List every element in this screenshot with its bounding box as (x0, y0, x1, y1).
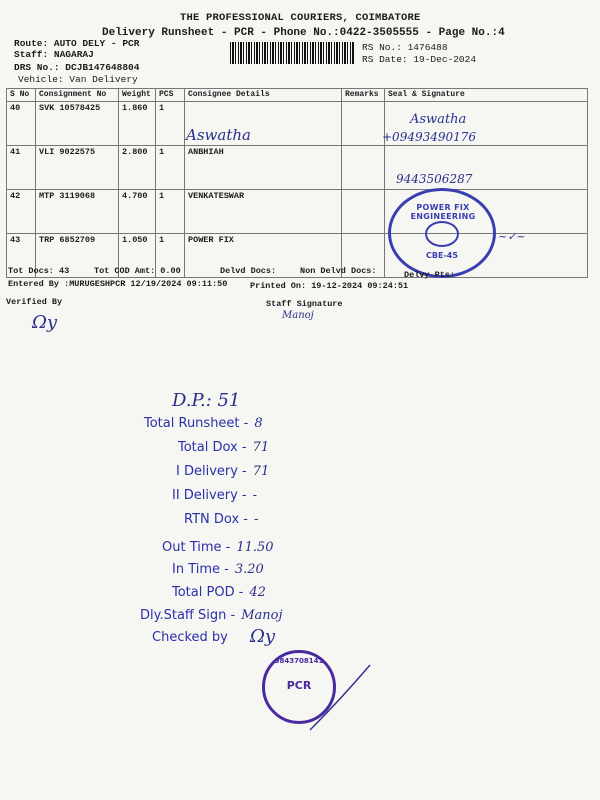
cell-sno: 41 (7, 146, 36, 190)
table-row (7, 102, 588, 146)
summary-in-time (172, 562, 264, 577)
summary-value: 42 (249, 585, 266, 600)
delvy-pts: Delvy Pts: (404, 270, 456, 280)
summary-value: - (253, 512, 259, 527)
cell-pcs: 1 (156, 190, 185, 234)
summary-value: 71 (252, 464, 270, 479)
col-consignee: Consignee Details (185, 89, 342, 102)
staff-label: Staff: NAGARAJ (14, 49, 94, 60)
rs-date-label: RS Date: 19-Dec-2024 (362, 54, 477, 65)
stamp-name: POWER FIX ENGINEERING (410, 203, 476, 221)
verified-by: Verified By (6, 297, 63, 307)
col-consignment: Consignment No (36, 89, 119, 102)
cell-pcs: 1 (156, 146, 185, 190)
cell-consignee: VENKATESWAR (185, 190, 342, 234)
staff-signature-scribble: Manoj (282, 310, 314, 321)
summary-dly-staff-sign (140, 608, 282, 623)
col-weight: Weight (119, 89, 156, 102)
tot-docs: Tot Docs: 43 (8, 266, 70, 276)
cell-weight: 4.700 (119, 190, 156, 234)
cell-consignment: TRP 6852709 (36, 234, 119, 278)
cell-pcs: 1 (156, 234, 185, 278)
table-row (7, 146, 588, 190)
tot-cod: Tot COD Amt: 0.00 (94, 266, 181, 276)
summary-total-pod (172, 585, 266, 600)
signature-stroke-icon (300, 660, 380, 740)
cell-remarks (342, 102, 385, 146)
summary-label: Out Time - (162, 540, 231, 555)
col-remarks: Remarks (342, 89, 385, 102)
summary-rtn-dox (184, 512, 258, 527)
printed-on: Printed On: 19-12-2024 09:24:51 (250, 281, 409, 291)
cell-consignee: POWER FIX (185, 234, 342, 278)
cell-weight: 1.050 (119, 234, 156, 278)
barcode (230, 42, 354, 64)
cell-sno: 43 (7, 234, 36, 278)
handwritten-consignee: Aswatha (186, 126, 251, 144)
table-row (7, 190, 588, 234)
col-sno: S No (7, 89, 36, 102)
summary-total-dox (178, 440, 269, 455)
summary-i-delivery (176, 464, 269, 479)
vehicle-label: Vehicle: Van Delivery (18, 74, 138, 85)
summary-label: Checked by (152, 630, 228, 645)
summary-label: Total Dox - (178, 440, 247, 455)
summary-value: Manoj (241, 608, 283, 623)
summary-label: RTN Dox - (184, 512, 248, 527)
runsheet-title: Delivery Runsheet - PCR - Phone No.:0422-3505555 - Page No.:4 (102, 27, 505, 39)
cell-sno: 40 (7, 102, 36, 146)
stamp-logo-icon (425, 221, 459, 247)
route-label: Route: AUTO DELY - PCR (14, 38, 140, 49)
summary-label: I Delivery - (176, 464, 247, 479)
checked-by-signature-scribble: Ωy (250, 626, 276, 647)
summary-checked-by (152, 630, 234, 645)
summary-value: 8 (254, 416, 263, 431)
handwritten-seal-name: Aswatha (410, 112, 467, 127)
cell-sno: 42 (7, 190, 36, 234)
company-title: THE PROFESSIONAL COURIERS, COIMBATORE (180, 12, 421, 24)
handwritten-phone-2: 9443506287 (396, 172, 473, 186)
non-delvd-docs: Non Delvd Docs: (300, 266, 377, 276)
rs-no-label: RS No.: 1476488 (362, 42, 448, 53)
cell-remarks (342, 146, 385, 190)
pcr-stamp-code: PCR (286, 679, 312, 692)
summary-total-runsheet (144, 416, 263, 431)
company-seal-stamp (388, 188, 496, 278)
cell-remarks (342, 190, 385, 234)
summary-label: II Delivery - (172, 488, 247, 503)
summary-value: - (252, 488, 257, 503)
cell-consignment: SVK 10578425 (36, 102, 119, 146)
cell-consignee: ANBHIAH (185, 146, 342, 190)
summary-value: 3.20 (234, 562, 264, 577)
stamp-code: CBE-45 (426, 251, 458, 260)
summary-value: 11.50 (236, 540, 274, 555)
consignment-table (6, 88, 588, 278)
summary-ii-delivery (172, 488, 257, 503)
pcr-stamp-phone: 9843708141 (274, 657, 324, 665)
table-header-row (7, 89, 588, 102)
summary-label: Total POD - (172, 585, 244, 600)
cell-weight: 1.860 (119, 102, 156, 146)
summary-label: Total Runsheet - (144, 416, 249, 431)
summary-label: Dly.Staff Sign - (140, 608, 236, 623)
summary-label: In Time - (172, 562, 229, 577)
staff-signature: Staff Signature (266, 299, 343, 309)
cell-pcs: 1 (156, 102, 185, 146)
handwritten-phone-1: +09493490176 (382, 130, 477, 144)
col-seal: Seal & Signature (385, 89, 588, 102)
seal-signature-scribble: ~✓~ (498, 230, 526, 243)
col-pcs: PCS (156, 89, 185, 102)
verified-signature-scribble: Ωy (32, 312, 58, 333)
entered-by: Entered By :MURUGESHPCR 12/19/2024 09:11:50 (8, 279, 228, 289)
delvd-docs: Delvd Docs: (220, 266, 277, 276)
dp-count: D.P.: 51 (172, 390, 241, 411)
summary-out-time (162, 540, 274, 555)
cell-weight: 2.800 (119, 146, 156, 190)
cell-consignment: VLI 9022575 (36, 146, 119, 190)
summary-value: 71 (252, 440, 270, 455)
drs-label: DRS No.: DCJB147648804 (14, 62, 140, 73)
cell-consignment: MTP 3119068 (36, 190, 119, 234)
